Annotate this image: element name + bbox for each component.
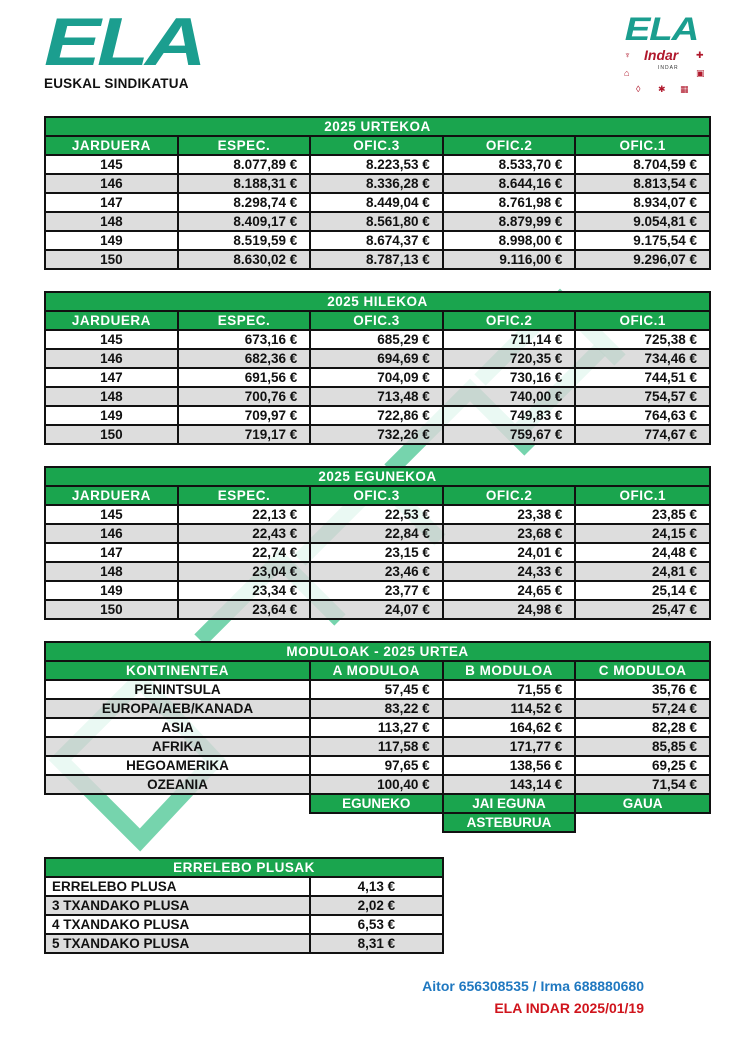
cell-value: 69,25 € — [575, 756, 710, 775]
cell-value: 8.298,74 € — [178, 193, 311, 212]
cell-value: 22,53 € — [310, 505, 443, 524]
cell-value: 23,77 € — [310, 581, 443, 600]
cell-value: 24,98 € — [443, 600, 576, 619]
cell-value: 734,46 € — [575, 349, 710, 368]
moduloak-title: MODULOAK - 2025 URTEA — [45, 642, 710, 661]
table-row — [45, 915, 443, 934]
cell-value: 8.761,98 € — [443, 193, 576, 212]
cell-value: 691,56 € — [178, 368, 311, 387]
cell-value: 8.644,16 € — [443, 174, 576, 193]
cell-value: 8.533,70 € — [443, 155, 576, 174]
cell-value: 744,51 € — [575, 368, 710, 387]
drop-icon: ◊ — [636, 84, 641, 94]
cell-value: 23,64 € — [178, 600, 311, 619]
cell-value: 22,13 € — [178, 505, 311, 524]
cell-jarduera: 150 — [45, 600, 178, 619]
empty-cell — [45, 794, 310, 813]
cell-kontinentea: EUROPA/AEB/KANADA — [45, 699, 310, 718]
empty-cell — [310, 813, 443, 832]
cell-value: 22,43 € — [178, 524, 311, 543]
cell-value: 8.787,13 € — [310, 250, 443, 269]
table-row — [45, 543, 710, 562]
footer-asteburua: ASTEBURUA — [443, 813, 576, 832]
gear-icon: ✱ — [658, 84, 666, 94]
cell-plus-name: ERRELEBO PLUSA — [45, 877, 310, 896]
cell-jarduera: 147 — [45, 368, 178, 387]
col-header-espec: ESPEC. — [178, 486, 311, 505]
cell-value: 24,81 € — [575, 562, 710, 581]
cell-jarduera: 150 — [45, 250, 178, 269]
table-row — [45, 877, 443, 896]
cell-jarduera: 145 — [45, 330, 178, 349]
table-row — [45, 212, 710, 231]
cell-value: 764,63 € — [575, 406, 710, 425]
cell-jarduera: 148 — [45, 562, 178, 581]
table-row — [45, 425, 710, 444]
cell-value: 83,22 € — [310, 699, 443, 718]
cell-value: 117,58 € — [310, 737, 443, 756]
cell-value: 713,48 € — [310, 387, 443, 406]
table-row — [45, 387, 710, 406]
cell-value: 719,17 € — [178, 425, 311, 444]
footer-eguneko: EGUNEKO — [310, 794, 443, 813]
plusak-table — [44, 857, 444, 954]
hilekoa-title: 2025 HILEKOA — [45, 292, 710, 311]
cell-jarduera: 150 — [45, 425, 178, 444]
cell-plus-name: 4 TXANDAKO PLUSA — [45, 915, 310, 934]
cell-value: 97,65 € — [310, 756, 443, 775]
indar-small-text: INDAR — [658, 65, 679, 71]
cell-kontinentea: HEGOAMERIKA — [45, 756, 310, 775]
cell-value: 8.674,37 € — [310, 231, 443, 250]
cell-value: 709,97 € — [178, 406, 311, 425]
cell-value: 8.188,31 € — [178, 174, 311, 193]
table-row — [45, 250, 710, 269]
cell-value: 171,77 € — [443, 737, 576, 756]
cell-jarduera: 147 — [45, 543, 178, 562]
table-row — [45, 896, 443, 915]
col-header-ofic1: OFIC.1 — [575, 311, 710, 330]
ela-indar-logo — [620, 11, 710, 98]
table-row — [45, 562, 710, 581]
cell-value: 24,15 € — [575, 524, 710, 543]
cell-jarduera: 145 — [45, 505, 178, 524]
ela-indar-logo-text: ELA — [624, 11, 698, 47]
cell-value: 759,67 € — [443, 425, 576, 444]
cell-value: 749,83 € — [443, 406, 576, 425]
cell-value: 6,53 € — [310, 915, 443, 934]
cell-value: 754,57 € — [575, 387, 710, 406]
cross-icon: ✚ — [696, 50, 704, 60]
cell-value: 8.998,00 € — [443, 231, 576, 250]
cell-jarduera: 147 — [45, 193, 178, 212]
cell-value: 113,27 € — [310, 718, 443, 737]
cell-value: 24,07 € — [310, 600, 443, 619]
contact-phones: Aitor 656308535 / Irma 688880680 — [422, 978, 644, 994]
cell-value: 8,31 € — [310, 934, 443, 953]
cell-value: 8.934,07 € — [575, 193, 710, 212]
grid-icon: ▦ — [680, 84, 689, 94]
cell-value: 23,46 € — [310, 562, 443, 581]
cell-value: 704,09 € — [310, 368, 443, 387]
urtekoa-table — [44, 116, 711, 270]
cell-value: 25,14 € — [575, 581, 710, 600]
cell-value: 2,02 € — [310, 896, 443, 915]
cell-value: 22,74 € — [178, 543, 311, 562]
cell-jarduera: 146 — [45, 524, 178, 543]
cell-jarduera: 145 — [45, 155, 178, 174]
cell-jarduera: 148 — [45, 387, 178, 406]
cell-jarduera: 149 — [45, 581, 178, 600]
col-header-ofic2: OFIC.2 — [443, 486, 576, 505]
cell-value: 732,26 € — [310, 425, 443, 444]
cell-value: 57,45 € — [310, 680, 443, 699]
ela-logo — [44, 4, 203, 91]
table-row — [45, 193, 710, 212]
footer-jai-eguna: JAI EGUNA — [443, 794, 576, 813]
table-row — [45, 737, 710, 756]
table-row — [45, 680, 710, 699]
cell-value: 9.175,54 € — [575, 231, 710, 250]
cell-value: 8.561,80 € — [310, 212, 443, 231]
cell-value: 685,29 € — [310, 330, 443, 349]
col-header-c-moduloa: C MODULOA — [575, 661, 710, 680]
cell-value: 143,14 € — [443, 775, 576, 794]
cell-value: 9.296,07 € — [575, 250, 710, 269]
col-header-jarduera: JARDUERA — [45, 486, 178, 505]
cell-value: 23,15 € — [310, 543, 443, 562]
cell-value: 23,34 € — [178, 581, 311, 600]
cell-value: 23,04 € — [178, 562, 311, 581]
egunekoa-title: 2025 EGUNEKOA — [45, 467, 710, 486]
table-row — [45, 934, 443, 953]
col-header-ofic3: OFIC.3 — [310, 311, 443, 330]
cell-value: 4,13 € — [310, 877, 443, 896]
cell-value: 71,54 € — [575, 775, 710, 794]
table-row — [45, 155, 710, 174]
cell-value: 82,28 € — [575, 718, 710, 737]
table-row — [45, 330, 710, 349]
col-header-ofic3: OFIC.3 — [310, 136, 443, 155]
cell-value: 114,52 € — [443, 699, 576, 718]
cell-value: 85,85 € — [575, 737, 710, 756]
cell-value: 23,68 € — [443, 524, 576, 543]
indar-logo-text: Indar — [644, 47, 679, 63]
ela-logo-subtitle: EUSKAL SINDIKATUA — [44, 76, 189, 91]
cell-value: 700,76 € — [178, 387, 311, 406]
cell-value: 694,69 € — [310, 349, 443, 368]
col-header-ofic2: OFIC.2 — [443, 311, 576, 330]
table-row — [45, 524, 710, 543]
urtekoa-title: 2025 URTEKOA — [45, 117, 710, 136]
cell-jarduera: 146 — [45, 174, 178, 193]
cell-value: 722,86 € — [310, 406, 443, 425]
cell-kontinentea: AFRIKA — [45, 737, 310, 756]
contact-block — [422, 975, 644, 1019]
empty-cell — [45, 813, 310, 832]
cell-value: 725,38 € — [575, 330, 710, 349]
cell-plus-name: 5 TXANDAKO PLUSA — [45, 934, 310, 953]
cell-jarduera: 149 — [45, 406, 178, 425]
col-header-jarduera: JARDUERA — [45, 311, 178, 330]
cell-value: 57,24 € — [575, 699, 710, 718]
cell-value: 164,62 € — [443, 718, 576, 737]
cell-value: 8.336,28 € — [310, 174, 443, 193]
table-row — [45, 600, 710, 619]
cell-value: 100,40 € — [310, 775, 443, 794]
cell-jarduera: 146 — [45, 349, 178, 368]
cell-jarduera: 149 — [45, 231, 178, 250]
col-header-espec: ESPEC. — [178, 311, 311, 330]
col-header-b-moduloa: B MODULOA — [443, 661, 576, 680]
col-header-ofic1: OFIC.1 — [575, 136, 710, 155]
cell-jarduera: 148 — [45, 212, 178, 231]
cell-value: 22,84 € — [310, 524, 443, 543]
cell-value: 774,67 € — [575, 425, 710, 444]
cell-value: 720,35 € — [443, 349, 576, 368]
col-header-ofic1: OFIC.1 — [575, 486, 710, 505]
table-row — [45, 368, 710, 387]
plusak-title: ERRELEBO PLUSAK — [45, 858, 443, 877]
cell-value: 8.879,99 € — [443, 212, 576, 231]
factory-icon: ⌂ — [624, 68, 630, 78]
table-row — [45, 756, 710, 775]
egunekoa-table — [44, 466, 711, 620]
cell-value: 730,16 € — [443, 368, 576, 387]
table-row — [45, 349, 710, 368]
cell-value: 138,56 € — [443, 756, 576, 775]
cell-value: 35,76 € — [575, 680, 710, 699]
cell-value: 8.813,54 € — [575, 174, 710, 193]
cell-value: 8.223,53 € — [310, 155, 443, 174]
cell-kontinentea: ASIA — [45, 718, 310, 737]
col-header-kontinentea: KONTINENTEA — [45, 661, 310, 680]
cell-value: 711,14 € — [443, 330, 576, 349]
table-row — [45, 581, 710, 600]
cell-value: 9.054,81 € — [575, 212, 710, 231]
cell-value: 8.409,17 € — [178, 212, 311, 231]
col-header-ofic3: OFIC.3 — [310, 486, 443, 505]
cell-value: 8.519,59 € — [178, 231, 311, 250]
cell-value: 9.116,00 € — [443, 250, 576, 269]
cell-value: 25,47 € — [575, 600, 710, 619]
cell-value: 23,85 € — [575, 505, 710, 524]
table-row — [45, 718, 710, 737]
cell-value: 8.449,04 € — [310, 193, 443, 212]
table-row — [45, 505, 710, 524]
cell-value: 24,65 € — [443, 581, 576, 600]
empty-cell — [575, 813, 710, 832]
cell-plus-name: 3 TXANDAKO PLUSA — [45, 896, 310, 915]
hilekoa-table — [44, 291, 711, 445]
table-row — [45, 699, 710, 718]
table-row — [45, 174, 710, 193]
ela-logo-text: ELA — [44, 4, 203, 80]
col-header-ofic2: OFIC.2 — [443, 136, 576, 155]
moduloak-table — [44, 641, 711, 833]
cell-value: 740,00 € — [443, 387, 576, 406]
table-row — [45, 775, 710, 794]
cell-value: 23,38 € — [443, 505, 576, 524]
cell-value: 682,36 € — [178, 349, 311, 368]
cell-kontinentea: OZEANIA — [45, 775, 310, 794]
cell-value: 8.630,02 € — [178, 250, 311, 269]
cell-value: 71,55 € — [443, 680, 576, 699]
signature-date: ELA INDAR 2025/01/19 — [494, 1000, 644, 1016]
cell-value: 24,01 € — [443, 543, 576, 562]
cell-value: 673,16 € — [178, 330, 311, 349]
footer-gaua: GAUA — [575, 794, 710, 813]
cell-kontinentea: PENINTSULA — [45, 680, 310, 699]
building-icon: ▣ — [696, 68, 705, 78]
figure-icon: ♆ — [624, 50, 631, 60]
table-row — [45, 231, 710, 250]
table-row — [45, 406, 710, 425]
cell-value: 24,48 € — [575, 543, 710, 562]
cell-value: 24,33 € — [443, 562, 576, 581]
cell-value: 8.077,89 € — [178, 155, 311, 174]
col-header-a-moduloa: A MODULOA — [310, 661, 443, 680]
col-header-espec: ESPEC. — [178, 136, 311, 155]
col-header-jarduera: JARDUERA — [45, 136, 178, 155]
cell-value: 8.704,59 € — [575, 155, 710, 174]
